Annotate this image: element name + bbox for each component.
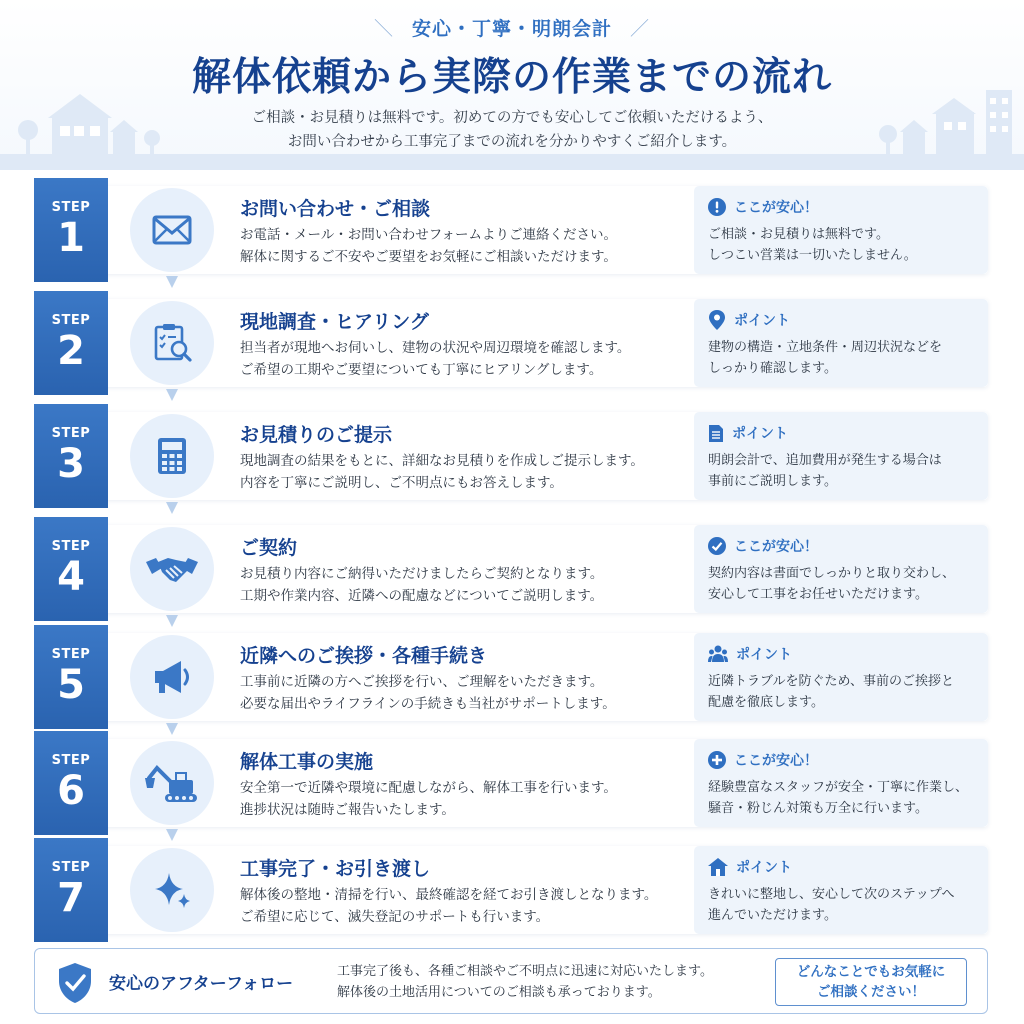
map-pin-icon (708, 310, 726, 330)
step-badge (34, 178, 108, 282)
plus-circle-icon (708, 751, 726, 769)
step-note (694, 186, 988, 274)
shield-check-icon (55, 961, 95, 1005)
house-icon (708, 858, 728, 876)
step-note (694, 846, 988, 934)
step-title: 現地調査・ヒアリング (240, 311, 429, 333)
arrow-down-icon (164, 389, 180, 403)
note-heading: ここが安心！ (734, 753, 818, 769)
step-desc-line-2: 進捗状況は随時ご報告いたします。 (240, 802, 455, 818)
step-badge (34, 838, 108, 942)
step-6 (34, 731, 988, 835)
step-label: STEP (51, 753, 91, 768)
step-desc-line-1: 安全第一で近隣や環境に配慮しながら、解体工事を行います。 (240, 780, 617, 796)
people-icon (708, 645, 728, 663)
step-7 (34, 838, 988, 942)
note-heading: ポイント (732, 426, 788, 442)
note-text (708, 777, 974, 819)
note-heading: ポイント (734, 313, 790, 329)
note-header (708, 856, 974, 878)
check-circle-icon (708, 537, 726, 555)
note-line-2: 騒音・粉じん対策も万全に行います。 (708, 801, 928, 816)
note-line-1: 建物の構造・立地条件・周辺状況などを (708, 340, 943, 355)
step-badge (34, 625, 108, 729)
footer-text-line-1: 工事完了後も、各種ご相談やご不明点に迅速に対応いたします。 (337, 964, 713, 979)
step-description (240, 224, 690, 268)
note-line-1: 明朗会計で、追加費用が発生する場合は (708, 453, 942, 468)
arrow-down-icon (164, 502, 180, 516)
handshake-icon (130, 527, 214, 611)
step-desc-line-2: ご希望の工期やご要望についても丁寧にヒアリングします。 (240, 362, 603, 378)
step-label: STEP (51, 539, 91, 554)
step-note (694, 412, 988, 500)
note-heading: ここが安心！ (734, 539, 818, 555)
slash-decoration-left: ＼ (373, 18, 394, 40)
note-header (708, 535, 974, 557)
step-badge (34, 404, 108, 508)
step-4 (34, 517, 988, 621)
step-note (694, 525, 988, 613)
note-line-1: 近隣トラブルを防ぐため、事前のご挨拶と (708, 674, 954, 689)
note-text (708, 224, 974, 266)
step-label: STEP (51, 860, 91, 875)
step-desc-line-2: 必要な届出やライフラインの手続きも当社がサポートします。 (240, 696, 616, 712)
step-badge (34, 517, 108, 621)
step-number: 2 (57, 328, 85, 374)
note-text (708, 671, 974, 713)
step-5 (34, 625, 988, 729)
step-desc-line-1: お見積り内容にご納得いただけましたらご契約となります。 (240, 566, 604, 582)
after-follow-panel (34, 948, 988, 1014)
note-line-1: 契約内容は書面でしっかりと取り交わし、 (708, 566, 956, 581)
note-heading: ここが安心！ (734, 200, 818, 216)
excavator-icon (130, 741, 214, 825)
note-header (708, 643, 974, 665)
footer-text (337, 961, 713, 1003)
note-text (708, 450, 974, 492)
step-title: 工事完了・お引き渡し (240, 858, 431, 880)
step-title: お見積りのご提示 (240, 424, 393, 446)
step-label: STEP (51, 200, 91, 215)
note-line-1: きれいに整地し、安心して次のステップへ (708, 887, 955, 902)
calculator-icon (130, 414, 214, 498)
step-description (240, 671, 690, 715)
step-desc-line-1: 解体後の整地・清掃を行い、最終確認を経てお引き渡しとなります。 (240, 887, 658, 903)
note-text (708, 563, 974, 605)
step-note (694, 633, 988, 721)
exclamation-icon (708, 198, 726, 216)
cta-line-2: ご相談ください！ (817, 984, 925, 1000)
envelope-icon (130, 188, 214, 272)
step-desc-line-2: 内容を丁寧にご説明し、ご不明点にもお答えします。 (240, 475, 563, 491)
step-description (240, 777, 690, 821)
step-3 (34, 404, 988, 508)
step-description (240, 563, 690, 607)
step-label: STEP (51, 313, 91, 328)
step-desc-line-2: ご希望に応じて、滅失登記のサポートも行います。 (240, 909, 550, 925)
document-icon (708, 424, 724, 443)
note-line-1: 経験豊富なスタッフが安全・丁寧に作業し、 (708, 780, 969, 795)
footer-text-line-2: 解体後の土地活用についてのご相談も承っております。 (337, 985, 661, 1000)
step-title: お問い合わせ・ご相談 (240, 198, 431, 220)
step-label: STEP (51, 647, 91, 662)
note-text (708, 337, 974, 379)
footer-title: 安心のアフターフォロー (109, 974, 294, 994)
step-label: STEP (51, 426, 91, 441)
intro-line-1: ご相談・お見積りは無料です。初めての方でも安心してご依頼いただけるよう、 (251, 110, 773, 126)
step-number: 7 (57, 875, 85, 921)
step-desc-line-2: 工期や作業内容、近隣への配慮などについてご説明します。 (240, 588, 604, 604)
step-title: 近隣へのご挨拶・各種手続き (240, 645, 488, 667)
note-line-2: 事前にご説明します。 (708, 474, 837, 489)
page-title: 解体依頼から実際の作業までの流れ (191, 55, 832, 100)
note-heading: ポイント (736, 860, 792, 876)
intro-text (0, 106, 1024, 154)
step-description (240, 337, 690, 381)
step-note (694, 739, 988, 827)
intro-line-2: お問い合わせから工事完了までの流れを分かりやすくご紹介します。 (287, 134, 737, 150)
note-line-1: ご相談・お見積りは無料です。 (708, 227, 889, 242)
step-desc-line-2: 解体に関するご不安やご要望をお気軽にご相談いただけます。 (240, 249, 617, 265)
step-title: ご契約 (240, 537, 298, 559)
arrow-down-icon (164, 276, 180, 290)
step-desc-line-1: 現地調査の結果をもとに、詳細なお見積りを作成しご提示します。 (240, 453, 644, 469)
step-number: 4 (57, 554, 85, 600)
note-text (708, 884, 974, 926)
step-desc-line-1: 工事前に近隣の方へご挨拶を行い、ご理解をいただきます。 (240, 674, 604, 690)
step-number: 1 (57, 215, 85, 261)
step-badge (34, 291, 108, 395)
step-2 (34, 291, 988, 395)
header-area (0, 0, 1024, 170)
note-header (708, 196, 974, 218)
step-1 (34, 178, 988, 282)
note-line-2: しつこい営業は一切いたしません。 (708, 248, 917, 263)
step-number: 3 (57, 441, 85, 487)
note-header (708, 309, 974, 331)
note-heading: ポイント (736, 647, 792, 663)
step-desc-line-1: お電話・メール・お問い合わせフォームよりご連絡ください。 (240, 227, 618, 243)
megaphone-icon (130, 635, 214, 719)
step-badge (34, 731, 108, 835)
note-header (708, 422, 974, 444)
note-header (708, 749, 974, 771)
tagline-text: 安心・丁寧・明朗会計 (411, 18, 612, 40)
note-line-2: しっかり確認します。 (708, 361, 837, 376)
tagline (0, 14, 1024, 41)
step-note (694, 299, 988, 387)
step-number: 5 (57, 662, 85, 708)
step-description (240, 450, 690, 494)
sparkle-icon (130, 848, 214, 932)
step-title: 解体工事の実施 (240, 751, 374, 773)
cta-line-1: どんなことでもお気軽に (796, 964, 946, 980)
step-description (240, 884, 690, 928)
contact-cta-button[interactable] (775, 958, 967, 1006)
note-line-2: 配慮を徹底します。 (708, 695, 824, 710)
note-line-2: 安心して工事をお任せいただけます。 (708, 587, 928, 602)
clipboard-search-icon (130, 301, 214, 385)
step-desc-line-1: 担当者が現地へお伺いし、建物の状況や周辺環境を確認します。 (240, 340, 631, 356)
note-line-2: 進んでいただけます。 (708, 908, 837, 923)
step-number: 6 (57, 768, 85, 814)
slash-decoration-right: ／ (630, 18, 651, 40)
